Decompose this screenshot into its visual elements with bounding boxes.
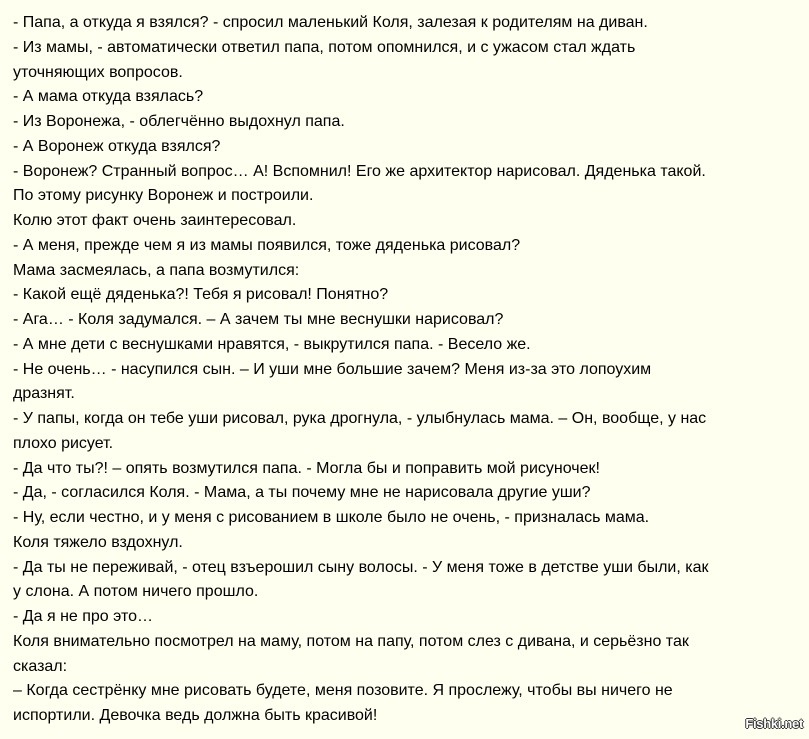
- watermark-logo: Fishki.net: [745, 716, 803, 731]
- text-line: дразнят.: [13, 385, 75, 403]
- text-line: плохо рисует.: [13, 434, 114, 452]
- text-line: - А меня, прежде чем я из мамы появился, тоже дяденька рисовал?: [13, 236, 521, 254]
- text-line: - Из мамы, - автоматически ответил папа, потом опомнился, и с ужасом стал ждать: [13, 38, 636, 56]
- text-line: - Какой ещё дяденька?! Тебя я рисовал! Понятно?: [13, 286, 389, 304]
- text-line: - Да, - согласился Коля. - Мама, а ты почему мне не нарисовала другие уши?: [13, 484, 591, 502]
- text-line: - Ну, если честно, и у меня с рисованием в школе было не очень, - призналась мама.: [13, 509, 650, 526]
- text-line: По этому рисунку Воронеж и построили.: [13, 187, 314, 205]
- text-line: - Да что ты?! – опять возмутился папа. - Могла бы и поправить мой рисуночек!: [13, 459, 600, 477]
- text-line: – Когда сестрёнку мне рисовать будете, меня позовите. Я прослежу, чтобы вы ничего не: [13, 682, 673, 700]
- text-line: - У папы, когда он тебе уши рисовал, рука дрогнула, - улыбнулась мама. – Он, вообще, у нас: [13, 410, 707, 427]
- text-line: - Да ты не переживай, - отец взъерошил сыну волосы. - У меня тоже в детстве уши были, как: [13, 558, 709, 576]
- text-line: уточняющих вопросов.: [13, 63, 183, 81]
- text-line: - А Воронеж откуда взялся?: [13, 137, 221, 155]
- text-line: - Воронеж? Странный вопрос… А! Вспомнил! Его же архитектор нарисовал. Дяденька такой.: [13, 162, 706, 180]
- text-line: Колю этот факт очень заинтересовал.: [13, 212, 297, 229]
- text-line: Коля тяжело вздохнул.: [13, 533, 183, 551]
- text-line: сказал:: [13, 657, 68, 675]
- story-text: [13, 11, 708, 729]
- text-line: - А мне дети с веснушками нравятся, - выкрутился папа. - Весело же.: [13, 335, 531, 353]
- text-line: - Не очень… - насупился сын. – И уши мне большие зачем? Меня из-за это лопоухим: [13, 360, 652, 378]
- text-line: у слона. А потом ничего прошло.: [13, 583, 259, 601]
- text-line: - Из Воронежа, - облегчённо выдохнул папа.: [13, 113, 345, 130]
- text-line: Коля внимательно посмотрел на маму, потом на папу, потом слез с дивана, и серьёзно так: [13, 632, 689, 650]
- text-line: - Ага… - Коля задумался. – А зачем ты мне веснушки нарисовал?: [13, 311, 504, 328]
- text-line: Мама засмеялась, а папа возмутился:: [13, 261, 300, 279]
- text-line: - Да я не про это…: [13, 608, 154, 625]
- text-line: испортили. Девочка ведь должна быть красивой!: [13, 707, 378, 724]
- text-line: - А мама откуда взялась?: [13, 88, 204, 106]
- text-line: - Папа, а откуда я взялся? - спросил маленький Коля, залезая к родителям на диван.: [13, 14, 648, 31]
